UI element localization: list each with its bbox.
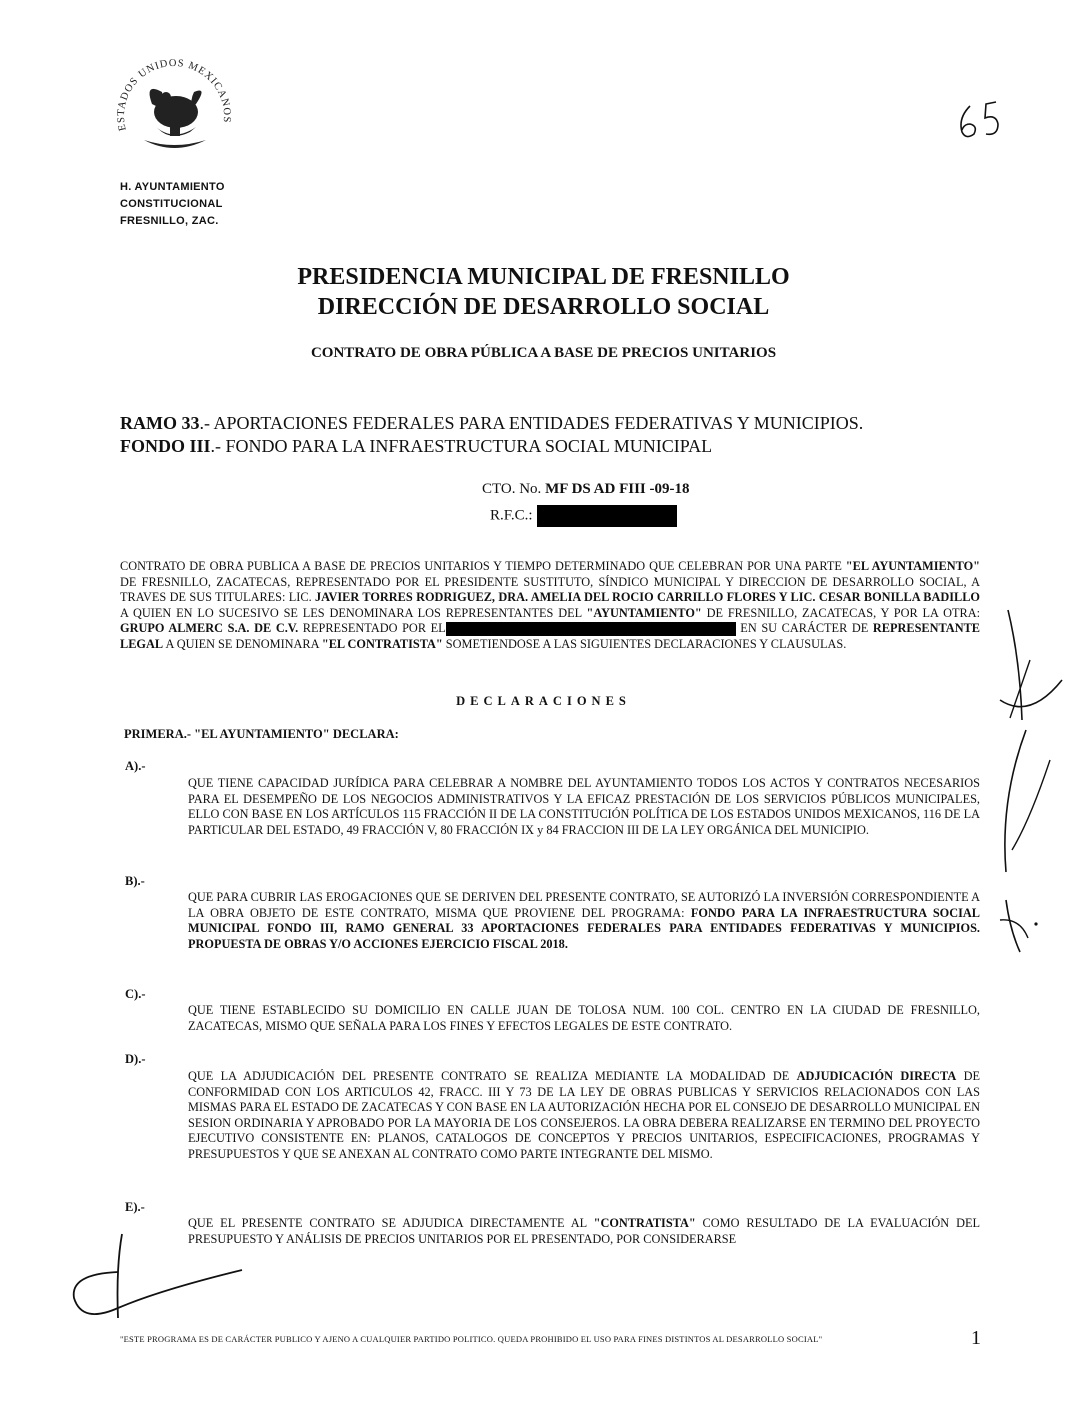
handwritten-page-mark bbox=[952, 96, 1012, 146]
ayuntamiento-line: FRESNILLO, ZAC. bbox=[120, 215, 219, 227]
intro-text: REPRESENTADO POR EL bbox=[298, 621, 446, 635]
ayuntamiento-line: CONSTITUCIONAL bbox=[120, 198, 223, 210]
clause-label-e: E).- bbox=[125, 1200, 145, 1214]
clause-b-plain: QUE PARA CUBRIR LAS EROGACIONES QUE SE DERIVEN DEL PRESENTE CONTRATO, SE AUTORIZÓ LA INVERSIÓN CORRESPONDIENTE A LA OBRA OBJETO DE ESTE CONTRATO, MISMA QUE PROVIENE DEL PROGRAMA: bbox=[188, 890, 980, 920]
intro-bold: "AYUNTAMIENTO" bbox=[586, 605, 702, 620]
clause-b-bold: FONDO PARA LA INFRAESTRUCTURA SOCIAL MUNICIPAL FONDO III, RAMO GENERAL 33 APORTACIONES FEDERALES PARA ENTIDADES FEDERATIVAS Y MUNICIPIOS. PROPUESTA DE OBRAS Y/O ACCIONES EJERCICIO FISCAL 2018. bbox=[188, 905, 980, 951]
page-title: PRESIDENCIA MUNICIPAL DE FRESNILLO bbox=[297, 264, 790, 290]
intro-text: A QUIEN SE DENOMINARA bbox=[163, 636, 322, 651]
fondo-text: .- FONDO PARA LA INFRAESTRUCTURA SOCIAL MUNICIPAL bbox=[210, 436, 713, 456]
page-subtitle: DIRECCIÓN DE DESARROLLO SOCIAL bbox=[317, 294, 770, 320]
rfc-label: R.F.C.: bbox=[490, 507, 533, 524]
clause-d-text bbox=[188, 1069, 980, 1162]
intro-text: DE FRESNILLO, ZACATECAS, REPRESENTADO POR EL PRESIDENTE SUSTITUTO, SÍNDICO MUNICIPAL Y DIRECCION DE DESARROLLO SOCIAL, A TRAVES DE SUS TITULARES: LIC. bbox=[120, 574, 980, 604]
clause-c-text: QUE TIENE ESTABLECIDO SU DOMICILIO EN CALLE JUAN DE TOLOSA NUM. 100 COL. CENTRO EN LA CIUDAD DE FRESNILLO, ZACATECAS, MISMO QUE SEÑALA PARA LOS FINES Y EFECTOS LEGALES DE ESTE CONTRATO. bbox=[188, 1003, 980, 1033]
clause-a-text: QUE TIENE CAPACIDAD JURÍDICA PARA CELEBRAR A NOMBRE DEL AYUNTAMIENTO TODOS LOS ACTOS Y CONTRATOS NECESARIOS PARA EL DESEMPEÑO DE LOS NEGOCIOS ADMINISTRATIVOS Y LA EFICAZ PRESTACIÓN DE LOS SERVICIOS PÚBLICOS MUNICIPALES, ELLO CON BASE EN LOS ARTÍCULOS 115 FRACCIÓN II DE LA CONSTITUCIÓN POLÍTICA DE LOS ESTADOS UNIDOS MEXICANOS, 116 DE LA PARTICULAR DEL ESTADO, 49 FRACCIÓN V, 80 FRACCIÓN IX y 84 FRACCION III DE LA LEY ORGÁNICA DEL MUNICIPIO. bbox=[188, 776, 980, 837]
intro-text: A QUIEN EN LO SUCESIVO SE LES DENOMINARA LOS REPRESENTANTES DEL bbox=[120, 605, 587, 620]
clause-e-plain: QUE EL PRESENTE CONTRATO SE ADJUDICA DIRECTAMENTE AL bbox=[188, 1216, 594, 1230]
intro-text: EN SU CARÁCTER DE bbox=[735, 621, 873, 635]
clause-d-plain: DE CONFORMIDAD CON LOS ARTICULOS 42, FRACC. III Y 73 DE LA LEY DE OBRAS PUBLICAS Y SERVICIOS RELACIONADOS CON LAS MISMAS PARA EL ESTADO DE ZACATECAS Y CON BASE EN LA AUTORIZACIÓN HECHA POR EL CONSEJO DE DESARROLLO MUNICIPAL EN SESION ORDINARIA Y APROBADO POR LA MAYORIA DE LOS CONSEJEROS. LA OBRA DEBERA REALIZARSE EN TERMINO DEL PROYECTO EJECUTIVO CONSISTENTE EN: PLANOS, CATALOGOS DE CONCEPTOS Y PRECIOS UNITARIOS, ESPECIFICACIONES, PROGRAMAS Y PRESUPUESTOS Y QUE SE ANEXAN AL CONTRATO COMO PARTE INTEGRANTE DEL MISMO. bbox=[188, 1069, 980, 1161]
bottom-signature bbox=[60, 1228, 250, 1328]
margin-signature bbox=[990, 600, 1080, 960]
footer-disclaimer: "ESTE PROGRAMA ES DE CARÁCTER PUBLICO Y AJENO A CUALQUIER PARTIDO POLITICO. QUEDA PROHIBIDO EL USO PARA FINES DISTINTOS AL DESARROLLO SOCIAL" bbox=[120, 1334, 823, 1344]
ramo-text: .- APORTACIONES FEDERALES PARA ENTIDADES FEDERATIVAS Y MUNICIPIOS. bbox=[199, 413, 864, 433]
seal-text: ESTADOS UNIDOS MEXICANOS bbox=[115, 57, 233, 132]
intro-paragraph bbox=[120, 559, 980, 652]
fondo-line bbox=[120, 436, 712, 457]
clause-label-d: D).- bbox=[125, 1052, 146, 1066]
intro-bold: JAVIER TORRES RODRIGUEZ, DRA. AMELIA DEL ROCIO CARRILLO FLORES Y LIC. CESAR BONILLA BADILLO bbox=[315, 590, 980, 604]
rfc-redaction bbox=[537, 505, 677, 527]
ayuntamiento-block bbox=[120, 179, 225, 230]
contract-number-label: CTO. No. bbox=[482, 481, 546, 497]
clause-b-text bbox=[188, 890, 980, 952]
national-seal-icon bbox=[104, 52, 244, 172]
intro-text: CONTRATO DE OBRA PUBLICA A BASE DE PRECIOS UNITARIOS Y TIEMPO DETERMINADO QUE CELEBRAN POR UNA PARTE bbox=[120, 559, 846, 573]
ramo-label: RAMO 33 bbox=[120, 413, 200, 433]
fondo-label: FONDO III bbox=[120, 436, 211, 456]
clause-d-bold: ADJUDICACIÓN DIRECTA bbox=[796, 1069, 957, 1083]
contract-number-line bbox=[482, 481, 690, 498]
intro-bold: GRUPO ALMERC S.A. DE C.V. bbox=[120, 621, 299, 635]
page-number: 1 bbox=[971, 1327, 981, 1349]
contract-number: MF DS AD FIII -09-18 bbox=[545, 481, 690, 497]
clause-e-plain: COMO RESULTADO DE LA EVALUACIÓN DEL PRESUPUESTO Y ANÁLISIS DE PRECIOS UNITARIOS POR EL PRESENTADO, POR CONSIDERARSE bbox=[188, 1216, 980, 1246]
ramo-line bbox=[120, 413, 863, 434]
representative-redaction bbox=[446, 622, 736, 636]
contract-type-heading: CONTRATO DE OBRA PÚBLICA A BASE DE PRECIOS UNITARIOS bbox=[310, 345, 777, 361]
clause-d-plain: QUE LA ADJUDICACIÓN DEL PRESENTE CONTRATO SE REALIZA MEDIANTE LA MODALIDAD DE bbox=[188, 1069, 797, 1083]
ayuntamiento-line: H. AYUNTAMIENTO bbox=[120, 181, 225, 193]
intro-bold: "EL CONTRATISTA" bbox=[321, 636, 443, 651]
clause-e-text bbox=[188, 1216, 980, 1247]
intro-bold: "EL AYUNTAMIENTO" bbox=[845, 559, 980, 573]
intro-text: DE FRESNILLO, ZACATECAS, Y POR LA OTRA: bbox=[701, 605, 980, 620]
clause-e-bold: "CONTRATISTA" bbox=[593, 1216, 696, 1230]
intro-bold: REPRESENTANTE LEGAL bbox=[120, 621, 980, 651]
declaraciones-heading: DECLARACIONES bbox=[456, 694, 631, 708]
clause-label-c: C).- bbox=[125, 987, 146, 1001]
primera-heading: PRIMERA.- "EL AYUNTAMIENTO" DECLARA: bbox=[124, 727, 399, 741]
rfc-line bbox=[490, 505, 677, 527]
clause-label-b: B).- bbox=[125, 874, 145, 888]
clause-label-a: A).- bbox=[125, 759, 146, 773]
intro-text: SOMETIENDOSE A LAS SIGUIENTES DECLARACIONES Y CLAUSULAS. bbox=[442, 636, 847, 651]
